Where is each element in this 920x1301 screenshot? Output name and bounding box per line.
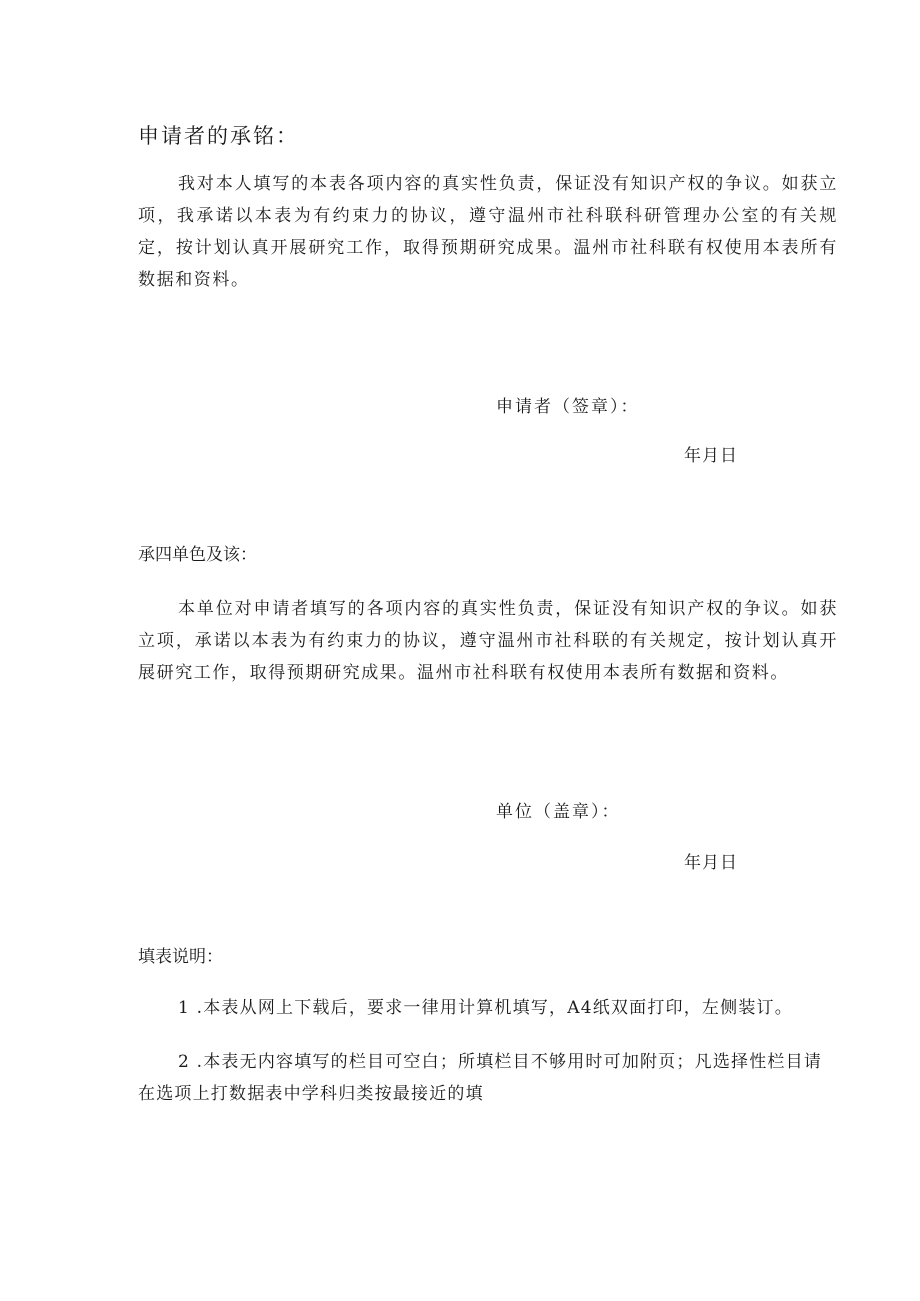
instructions-heading: 填表说明： — [138, 947, 223, 967]
applicant-signature-label: 申请者（签章）： — [496, 397, 640, 417]
applicant-date-label: 年月日 — [684, 446, 738, 466]
unit-commitment-paragraph: 本单位对申请者填写的各项内容的真实性负责，保证没有知识产权的争议。如获立项，承诺以本表为有约束力的协议，遵守温州市社科联的有关规定，按计划认真开展研究工作，取得预期研究成果。温州市社科联有权使用本表所有数据和资料。 — [138, 599, 838, 683]
applicant-commitment-paragraph: 我对本人填写的本表各项内容的真实性负责，保证没有知识产权的争议。如获立项，我承诺以本表为有约束力的协议，遵守温州市社科联科研管理办公室的有关规定，按计划认真开展研究工作，取得预期研究成果。温州市社科联有权使用本表所有数据和资料。 — [138, 174, 838, 290]
unit-date-label: 年月日 — [684, 853, 738, 873]
applicant-commitment-heading: 申请者的承铭： — [138, 124, 299, 148]
instruction-item-2: 2 .本表无内容填写的栏目可空白；所填栏目不够用时可加附页；凡选择性栏目请在选项上打数据表中学科归类按最接近的填 — [138, 1052, 823, 1104]
instruction-item-1: 1 .本表从网上下载后，要求一律用计算机填写，A4纸双面打印，左侧装订。 — [178, 998, 793, 1018]
unit-seal-label: 单位（盖章）： — [496, 802, 621, 822]
unit-commitment-heading: 承四单色及该： — [138, 545, 257, 565]
